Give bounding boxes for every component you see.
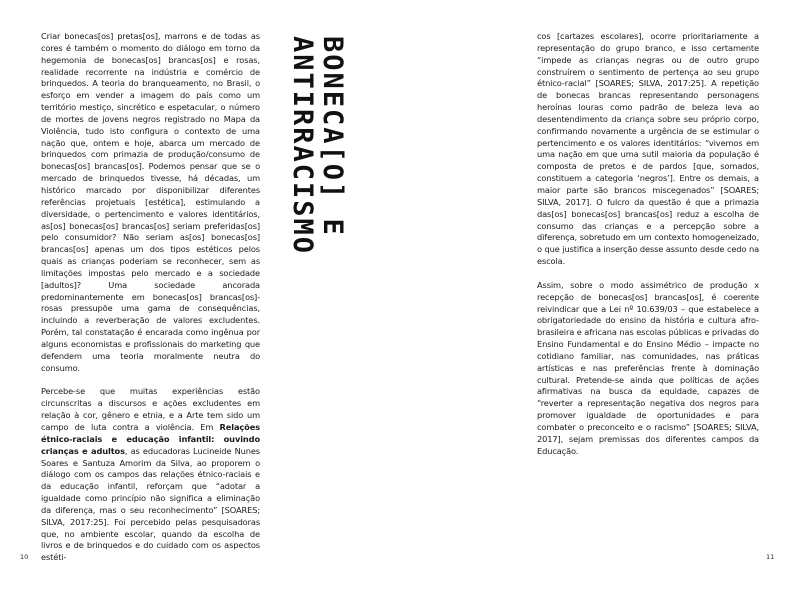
chapter-title <box>275 36 347 266</box>
page-number-right: 11 <box>766 553 775 561</box>
left-paragraph-2 <box>41 386 260 564</box>
book-title-reference: Relações étnico-raciais e educação infantil: ouvindo crianças e adultos <box>41 422 260 456</box>
left-text-column <box>41 31 260 564</box>
right-paragraph-1: cos [cartazes escolares], ocorre prioritariamente a representação do grupo branco, e isso certamente “impede as crianças negras ou de outro grupo construírem o sentimento de pertença ao seu grupo étnico-racial” [SOARES; SILVA, 2017:25]. A repetição de bonecas brancas representando personagens heroínas louras como padrão de beleza leva ao desentendimento da criança sobre seu próprio corpo, confirmando novamente a urgência de se estimular o pertencimento e os valores identitários: “vivemos em uma nação em que uma sutil maioria da população é composta de pretos e de pardos [que, somados, constituem a categoria ‘negros’]. Entre os demais, a maior parte são brancos miscegenados” [SOARES; SILVA, 2017]. O fulcro da questão é que a primazia das[os] bonecas[os] brancas[os] reduz a escolha de consumo das crianças e a percepção sobre a diferença, sobretudo em um contexto homogeneizado, o que justifica a inserção desse assunto desde cedo na escola. <box>537 31 759 267</box>
right-page <box>397 0 794 596</box>
left-paragraph-1: Criar bonecas[os] pretas[os], marrons e de todas as cores é também o momento do diálogo em torno da hegemonia de bonecas[os] brancas[os] e rosas, realidade recorrente na indústria e comércio de brinquedos. A teoria do branqueamento, no Brasil, o esforço em vender a imagem do país como um território mestiço, sincrético e espetacular, o número de mortes de jovens negros registrado no Mapa da Violência, tudo isto configura o contexto de uma nação que, ontem e hoje, abarca um mercado de brinquedos com primazia de produção/consumo de bonecas[os] brancas[os]. Podemos pensar que se o mercado de brinquedos tivesse, há décadas, um histórico marcado por disponibilizar diferentes referências projetuais [estética], estimulando a diversidade, o pertencimento e valores identitários, as[os] bonecas[os] brancas[os] seriam preferidas[os] pelo consumidor? Não seriam as[os] bonecas[os] brancas[os] apenas um dos tipos estéticos pelos quais as crianças poderiam se reconhecer, sem as limitações impostas pelo mercado e a sociedade [adultos]? Uma sociedade ancorada predominantemente em bonecas[os] brancas[os]-rosas pressupõe uma gama de consequências, incluindo a reverberação de valores excludentes. Porém, tal constatação é encarada como ingênua por alguns economistas e profissionais do marketing que defendem uma teoria moralmente neutra do consumo. <box>41 31 260 373</box>
chapter-title-line-1: BONECA[O] E <box>317 36 348 237</box>
left-paragraph-2-start: Percebe-se que muitas experiências estão circunscritas a discursos e ações excludentes em relação à cor, gênero e etnia, e a Arte tem sido um campo de luta contra a violência. Em <box>41 386 260 432</box>
chapter-title-line-2: ANTIRRACISMO <box>287 36 318 256</box>
left-paragraph-2-end: , as educadoras Lucineide Nunes Soares e Santuza Amorim da Silva, ao proporem o diálogo com os campos das relações étnico-raciais e da educação infantil, reforçam que “adotar a igualdade como princípio não significa a eliminação da diferença, mas o seu reconhecimento” [SOARES; SILVA, 2017:25]. Foi percebido pelas pesquisadoras que, no ambiente escolar, quando da escolha de livros e de brinquedos e do cuidado com os aspectos estéti- <box>41 445 260 563</box>
right-paragraph-2: Assim, sobre o modo assimétrico de produção x recepção de bonecas[os] brancas[os], é coerente reivindicar que a Lei nº 10.639/03 – que estabelece a obrigatoriedade do ensino da história e cultura afro-brasileira e africana nas escolas públicas e privadas do Ensino Fundamental e do Ensino Médio – impacte no cotidiano familiar, nas comunidades, nas práticas artísticas e nas preferências frente à dominação cultural. Pretende-se ainda que políticas de ações afirmativas na busca da equidade, capazes de “reverter a representação negativa dos negros para promover igualdade de oportunidades e para combater o preconceito e o racismo” [SOARES; SILVA, 2017], sejam premissas dos diferentes campos da Educação. <box>537 279 759 456</box>
right-text-column <box>537 31 759 458</box>
page-number-left: 10 <box>20 553 29 561</box>
